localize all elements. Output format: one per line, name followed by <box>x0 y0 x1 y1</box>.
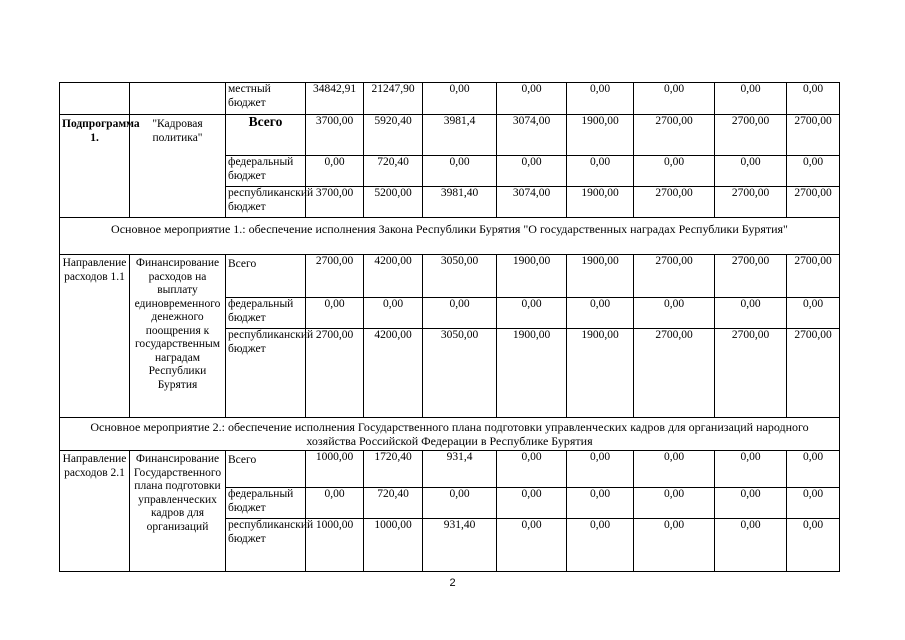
source-cell: республиканский бюджет <box>226 519 306 572</box>
value-cell: 0,00 <box>423 298 497 329</box>
value-cell: 2700,00 <box>634 187 715 218</box>
value-cell: 4200,00 <box>364 255 423 298</box>
value-cell: 931,4 <box>423 451 497 488</box>
value-cell: 3074,00 <box>497 115 567 156</box>
value-cell: 0,00 <box>423 83 497 115</box>
name-cell <box>130 83 226 115</box>
value-cell: 0,00 <box>715 156 787 187</box>
value-cell: 0,00 <box>787 519 840 572</box>
value-cell: 2700,00 <box>715 115 787 156</box>
table-row <box>60 418 840 451</box>
value-cell: 3700,00 <box>306 187 364 218</box>
value-cell: 34842,91 <box>306 83 364 115</box>
value-cell: 2700,00 <box>634 329 715 418</box>
source-cell: федеральный бюджет <box>226 156 306 187</box>
value-cell: 3050,00 <box>423 255 497 298</box>
value-cell: 1900,00 <box>567 329 634 418</box>
value-cell: 3050,00 <box>423 329 497 418</box>
value-cell: 2700,00 <box>715 187 787 218</box>
source-cell: федеральный бюджет <box>226 488 306 519</box>
table-row <box>60 218 840 255</box>
value-cell: 0,00 <box>567 488 634 519</box>
value-cell: 2700,00 <box>787 329 840 418</box>
value-cell: 0,00 <box>306 488 364 519</box>
source-cell: федеральный бюджет <box>226 298 306 329</box>
value-cell: 720,40 <box>364 156 423 187</box>
value-cell: 1720,40 <box>364 451 423 488</box>
value-cell: 1900,00 <box>567 255 634 298</box>
value-cell: 3074,00 <box>497 187 567 218</box>
value-cell: 1900,00 <box>497 255 567 298</box>
value-cell: 2700,00 <box>787 255 840 298</box>
value-cell: 0,00 <box>787 83 840 115</box>
name-cell: Финансирование расходов на выплату единовременного денежного поощрения к государственным наградам Республики Бурятия <box>130 255 226 418</box>
name-cell: Финансирование Государственного плана подготовки управленческих кадров для организаций <box>130 451 226 572</box>
main-event-heading: Основное мероприятие 1.: обеспечение исполнения Закона Республики Бурятия "О государственных наградах Республики Бурятия" <box>60 218 840 255</box>
table-row <box>60 83 840 115</box>
code-cell: Подпрограмма 1. <box>60 115 130 218</box>
source-cell: Всего <box>226 451 306 488</box>
source-cell: Всего <box>226 255 306 298</box>
value-cell: 0,00 <box>787 488 840 519</box>
source-cell: местный бюджет <box>226 83 306 115</box>
value-cell: 0,00 <box>567 156 634 187</box>
value-cell: 0,00 <box>567 451 634 488</box>
value-cell: 0,00 <box>715 519 787 572</box>
value-cell: 0,00 <box>634 519 715 572</box>
value-cell: 0,00 <box>497 519 567 572</box>
value-cell: 1000,00 <box>364 519 423 572</box>
value-cell: 2700,00 <box>715 255 787 298</box>
value-cell: 0,00 <box>497 451 567 488</box>
value-cell: 2700,00 <box>306 255 364 298</box>
value-cell: 1000,00 <box>306 451 364 488</box>
page-number: 2 <box>449 577 456 589</box>
table-row <box>60 115 840 156</box>
main-event-heading: Основное мероприятие 2.: обеспечение исполнения Государственного плана подготовки управленческих кадров для организаций народного хозяйства Российской Федерации в Республике Бурятия <box>60 418 840 451</box>
value-cell: 0,00 <box>787 298 840 329</box>
value-cell: 2700,00 <box>715 329 787 418</box>
value-cell: 0,00 <box>634 451 715 488</box>
value-cell: 0,00 <box>497 298 567 329</box>
value-cell: 0,00 <box>634 83 715 115</box>
value-cell: 720,40 <box>364 488 423 519</box>
name-cell: "Кадровая политика" <box>130 115 226 218</box>
value-cell: 0,00 <box>306 298 364 329</box>
value-cell: 0,00 <box>497 156 567 187</box>
value-cell: 2700,00 <box>787 115 840 156</box>
value-cell: 3981,40 <box>423 187 497 218</box>
value-cell: 0,00 <box>634 298 715 329</box>
value-cell: 0,00 <box>715 451 787 488</box>
value-cell: 3700,00 <box>306 115 364 156</box>
value-cell: 0,00 <box>423 488 497 519</box>
table-row <box>60 255 840 298</box>
value-cell: 1000,00 <box>306 519 364 572</box>
value-cell: 2700,00 <box>634 115 715 156</box>
value-cell: 0,00 <box>567 83 634 115</box>
value-cell: 0,00 <box>787 451 840 488</box>
value-cell: 2700,00 <box>634 255 715 298</box>
value-cell: 5920,40 <box>364 115 423 156</box>
value-cell: 3981,4 <box>423 115 497 156</box>
value-cell: 2700,00 <box>787 187 840 218</box>
value-cell: 0,00 <box>306 156 364 187</box>
value-cell: 5200,00 <box>364 187 423 218</box>
value-cell: 0,00 <box>634 488 715 519</box>
source-cell: Всего <box>226 115 306 156</box>
value-cell: 0,00 <box>364 298 423 329</box>
budget-table <box>59 82 840 572</box>
value-cell: 0,00 <box>567 298 634 329</box>
code-cell: Направление расходов 1.1 <box>60 255 130 418</box>
value-cell: 931,40 <box>423 519 497 572</box>
value-cell: 1900,00 <box>497 329 567 418</box>
value-cell: 0,00 <box>634 156 715 187</box>
value-cell: 0,00 <box>497 83 567 115</box>
value-cell: 0,00 <box>715 83 787 115</box>
value-cell: 0,00 <box>497 488 567 519</box>
value-cell: 0,00 <box>423 156 497 187</box>
value-cell: 0,00 <box>715 298 787 329</box>
value-cell: 1900,00 <box>567 115 634 156</box>
code-cell <box>60 83 130 115</box>
value-cell: 2700,00 <box>306 329 364 418</box>
source-cell: республиканский бюджет <box>226 329 306 418</box>
value-cell: 4200,00 <box>364 329 423 418</box>
source-cell: республиканский бюджет <box>226 187 306 218</box>
value-cell: 1900,00 <box>567 187 634 218</box>
value-cell: 0,00 <box>715 488 787 519</box>
value-cell: 0,00 <box>567 519 634 572</box>
table-row <box>60 451 840 488</box>
value-cell: 0,00 <box>787 156 840 187</box>
value-cell: 21247,90 <box>364 83 423 115</box>
code-cell: Направление расходов 2.1 <box>60 451 130 572</box>
